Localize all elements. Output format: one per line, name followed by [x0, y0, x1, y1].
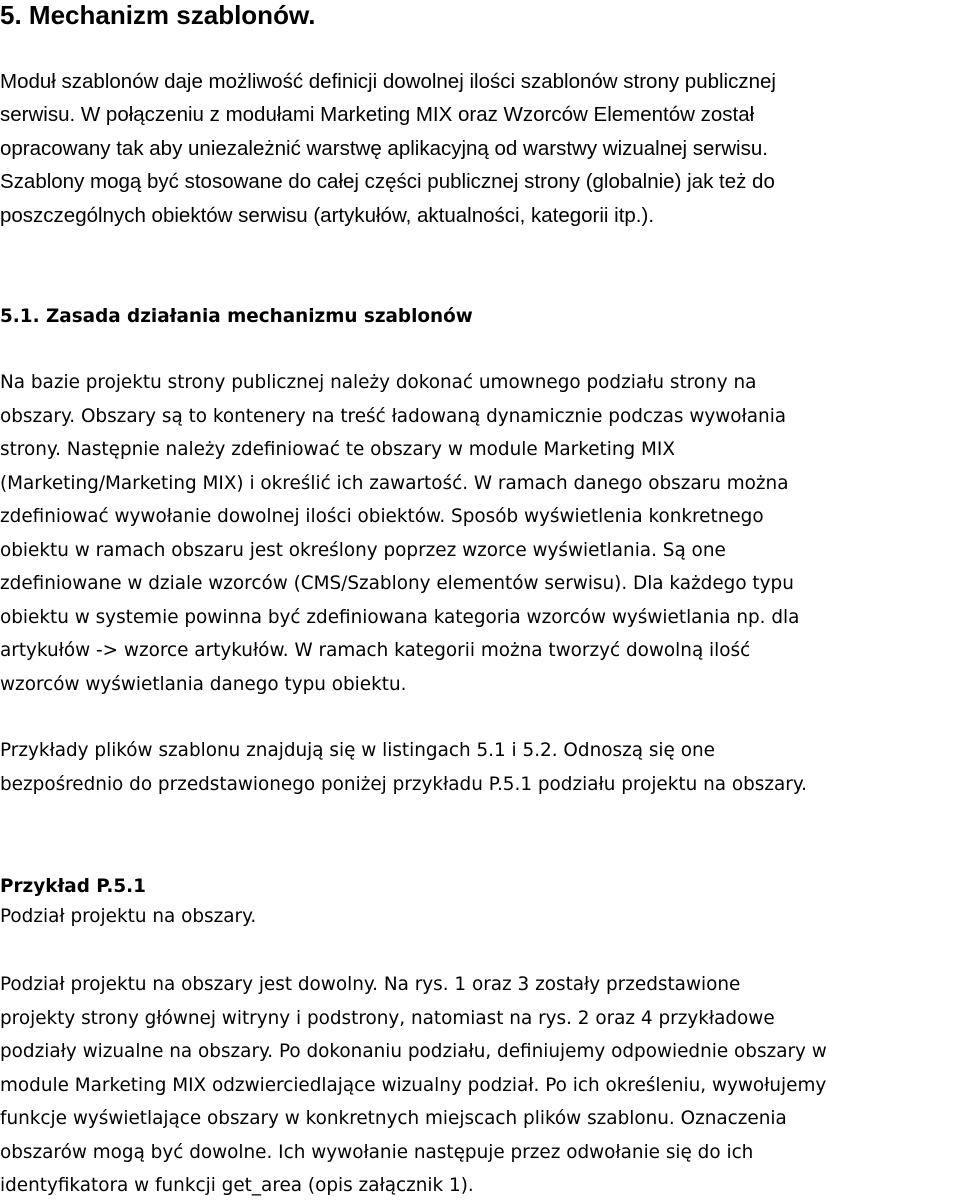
text-line: podziały wizualne na obszary. Po dokonaniu podziału, definiujemy odpowiednie obszary w [0, 1041, 827, 1062]
text-line: module Marketing MIX odzwierciedlające wizualny podział. Po ich określeniu, wywołujemy [0, 1074, 827, 1096]
text-line: obiektu w systemie powinna być zdefiniowana kategoria wzorców wyświetlania np. dla [0, 606, 800, 628]
examples-paragraph [0, 734, 807, 801]
text-line: obszarów mogą być dowolne. Ich wywołanie następuje przez odwołanie się do ich [0, 1141, 754, 1163]
text-line: funkcje wyświetlające obszary w konkretnych miejscach plików szablonu. Oznaczenia [0, 1108, 787, 1129]
text-line: bezpośrednio do przedstawionego poniżej przykładu P.5.1 podziału projektu na obszary. [0, 773, 807, 795]
text-line: Szablony mogą być stosowane do całej części publicznej strony (globalnie) jak też do [0, 170, 775, 194]
text-line: Na bazie projektu strony publicznej należy dokonać umownego podziału strony na [0, 372, 757, 393]
text-line: zdefiniować wywołanie dowolnej ilości obiektów. Sposób wyświetlenia konkretnego [0, 506, 764, 527]
principle-paragraph [0, 366, 799, 701]
text-line: strony. Następnie należy zdefiniować te obszary w module Marketing MIX [0, 439, 675, 460]
example-title: Przykład P.5.1 [0, 876, 146, 897]
text-line: obszary. Obszary są to kontenery na treść ładowaną dynamicznie podczas wywołania [0, 405, 787, 427]
text-line: serwisu. W połączeniu z modułami Marketing MIX oraz Wzorców Elementów został [0, 103, 755, 127]
intro-paragraph [0, 65, 776, 232]
example-subtitle [0, 900, 256, 934]
text-line: zdefiniowane w dziale wzorców (CMS/Szablony elementów serwisu). Dla każdego typu [0, 573, 794, 594]
text-line: artykułów -> wzorce artykułów. W ramach kategorii można tworzyć dowolną ilość [0, 640, 751, 661]
subsection-title: 5.1. Zasada działania mechanizmu szablonów [0, 306, 473, 327]
text-line: Moduł szablonów daje możliwość definicji dowolnej ilości szablonów strony publicznej [0, 70, 776, 93]
section-title: 5. Mechanizm szablonów. [0, 0, 316, 30]
text-line: poszczególnych obiektów serwisu (artykułów, aktualności, kategorii itp.). [0, 203, 655, 227]
text-line: (Marketing/Marketing MIX) i określić ich zawartość. W ramach danego obszaru można [0, 472, 789, 494]
text-line: identyfikatora w funkcji get_area (opis załącznik 1). [0, 1175, 474, 1196]
division-paragraph [0, 968, 827, 1203]
text-line: Podział projektu na obszary. [0, 906, 257, 927]
text-line: wzorców wyświetlania danego typu obiektu. [0, 673, 407, 695]
text-line: obiektu w ramach obszaru jest określony poprzez wzorce wyświetlania. Są one [0, 539, 726, 561]
text-line: projekty strony głównej witryny i podstrony, natomiast na rys. 2 oraz 4 przykładowe [0, 1007, 775, 1029]
text-line: Podział projektu na obszary jest dowolny. Na rys. 1 oraz 3 zostały przedstawione [0, 974, 741, 995]
text-line: Przykłady plików szablonu znajdują się w listingach 5.1 i 5.2. Odnoszą się one [0, 740, 715, 761]
text-line: opracowany tak aby uniezależnić warstwę aplikacyjną od warstwy wizualnej serwisu. [0, 136, 768, 160]
